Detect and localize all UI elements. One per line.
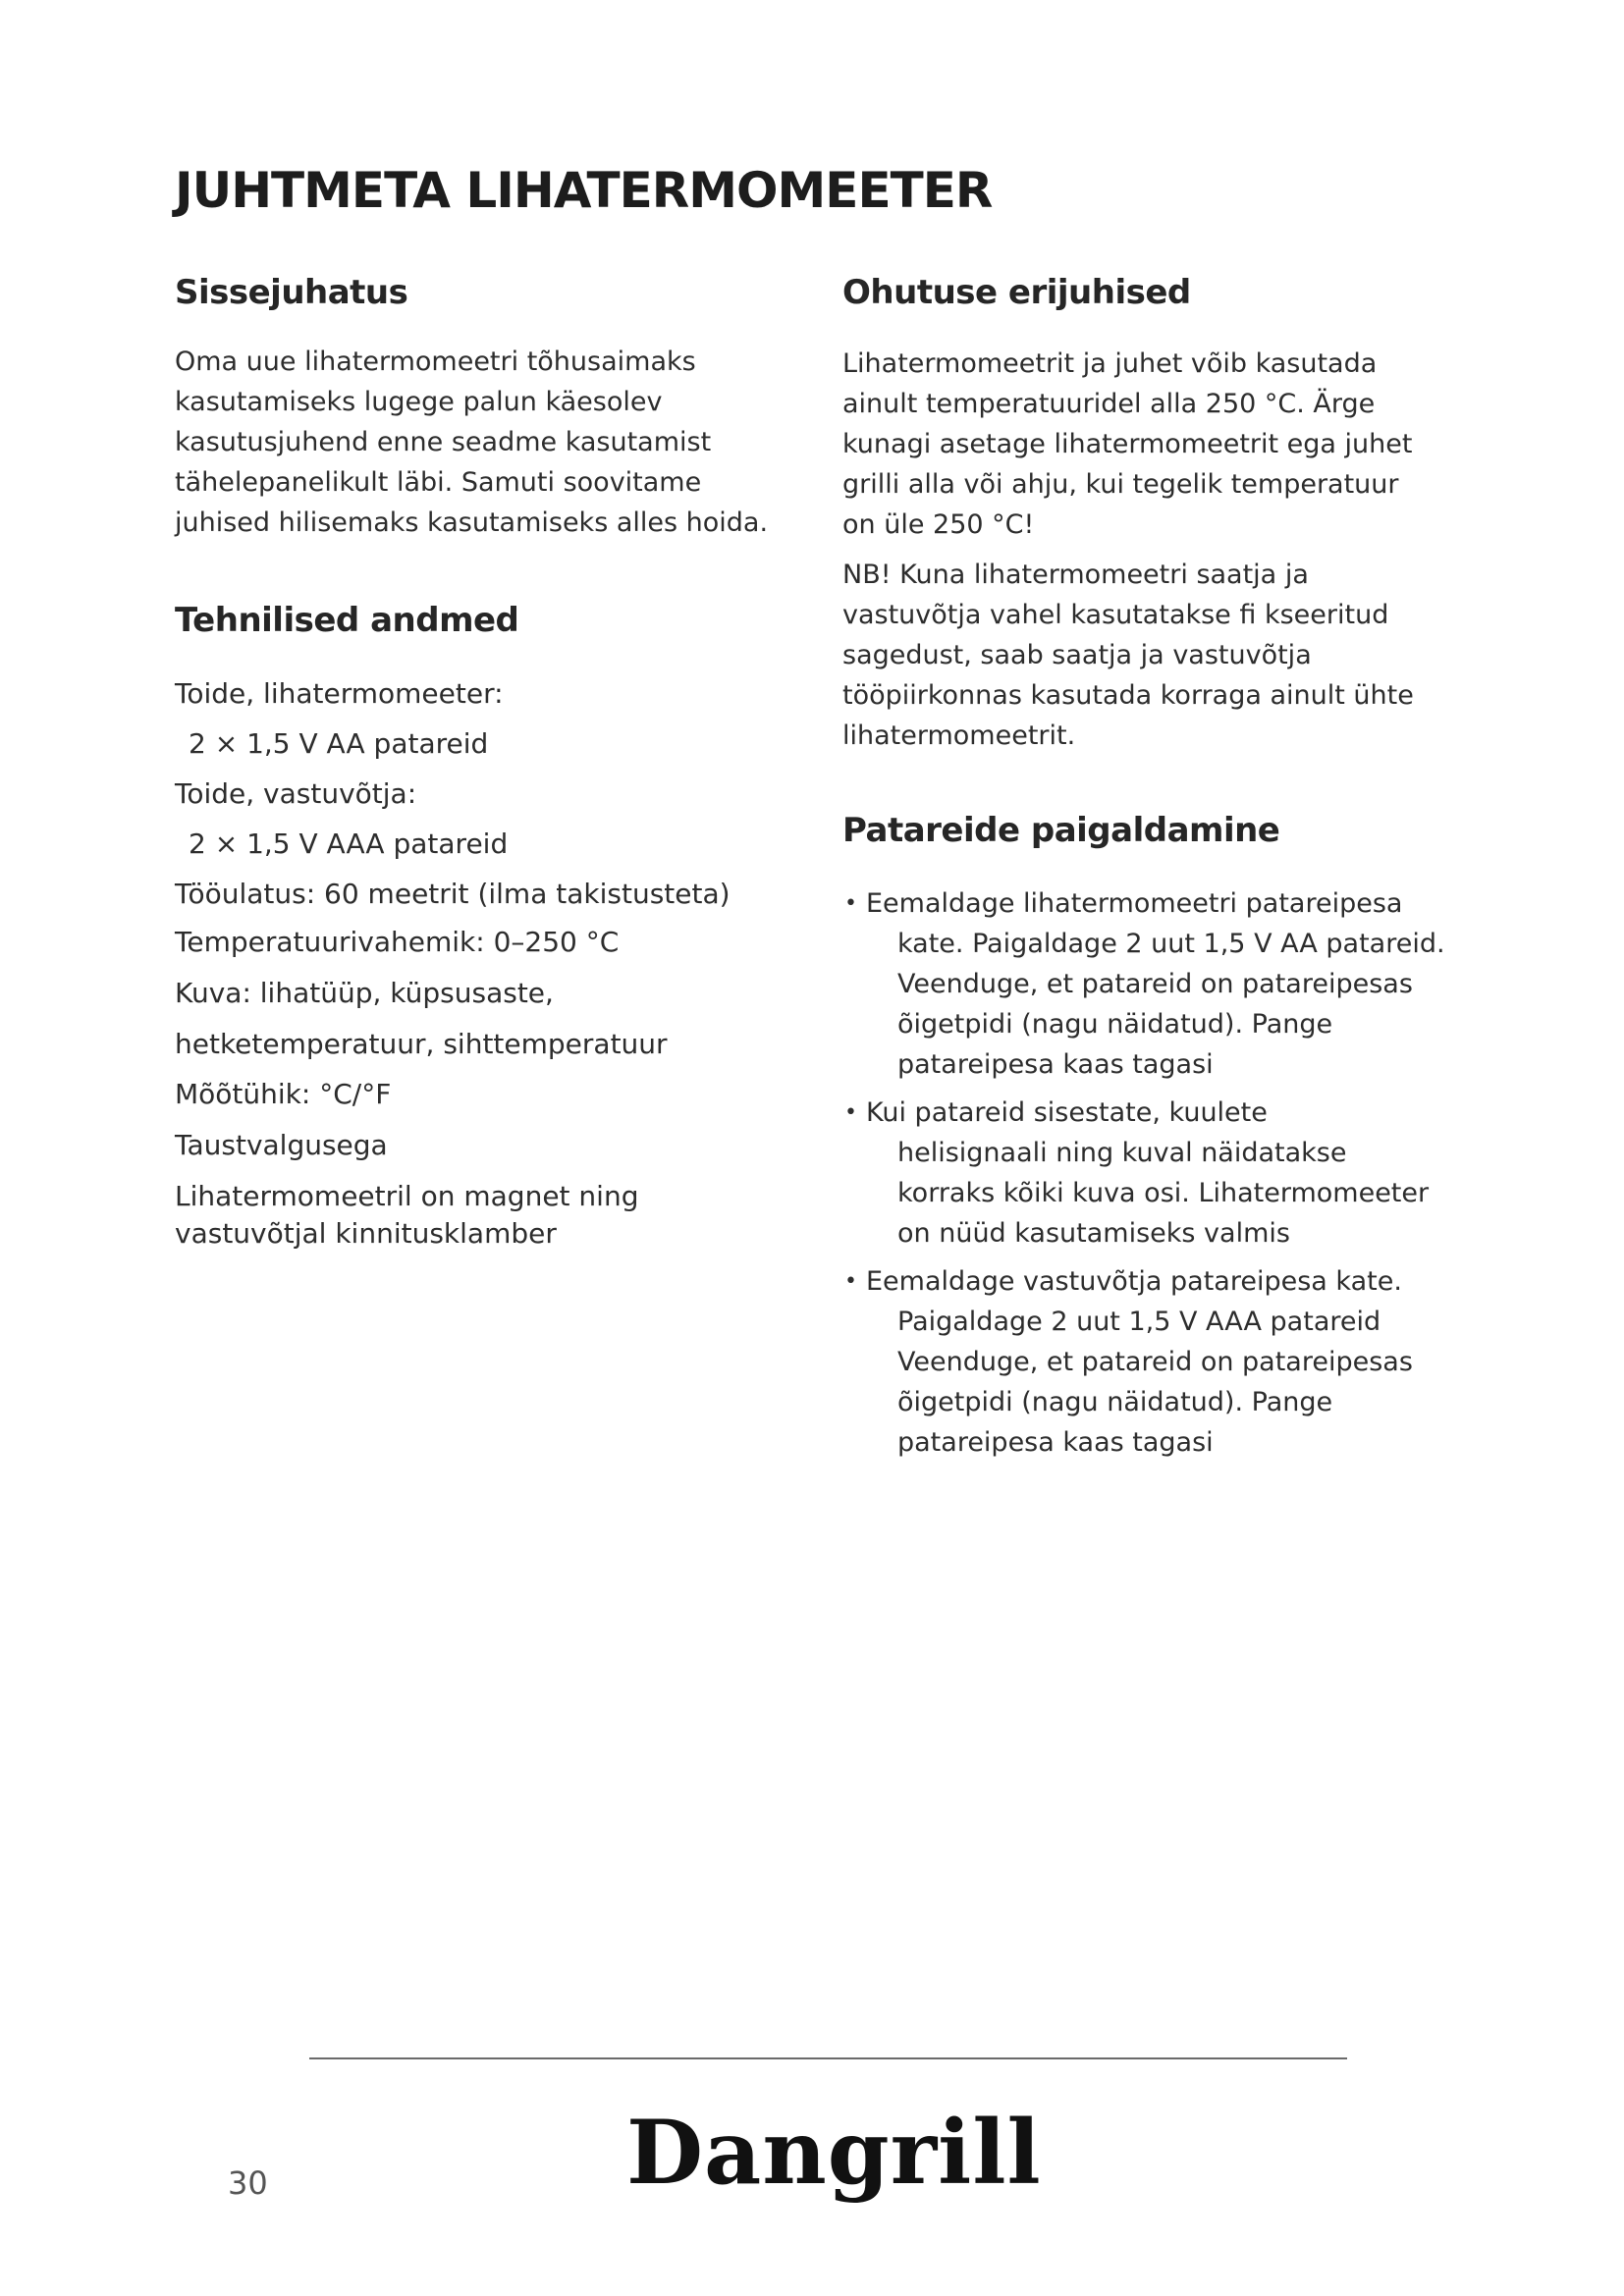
bullet-text: patareipesa kaas tagasi	[897, 1427, 1214, 1458]
intro-line: tähelepanelikult läbi. Samuti soovitame	[175, 467, 702, 498]
safety-line: tööpiirkonnas kasutada korraga ainult ühte	[842, 680, 1414, 711]
safety-line: Lihatermomeetrit ja juhet võib kasutada	[842, 348, 1378, 379]
bullet-icon: •	[844, 1269, 857, 1294]
list-item	[842, 883, 1445, 1085]
spec-unit: Mõõtühik: °C/°F	[175, 1078, 392, 1110]
bullet-text: on nüüd kasutamiseks valmis	[897, 1218, 1290, 1249]
safety-line: sagedust, saab saatja ja vastuvõtja	[842, 640, 1312, 670]
bullet-text: korraks kõiki kuva osi. Lihatermomeeter	[897, 1178, 1430, 1208]
bullet-icon: •	[844, 891, 857, 916]
bullet-text: Kui patareid sisestate, kuulete	[866, 1097, 1268, 1128]
intro-paragraph	[175, 342, 768, 543]
safety-line: kunagi asetage lihatermomeetrit ega juhet	[842, 429, 1413, 459]
spec-power-receiver-label: Toide, vastuvõtja:	[175, 777, 417, 810]
bullet-text: patareipesa kaas tagasi	[897, 1049, 1214, 1080]
bullet-text: õigetpidi (nagu näidatud). Pange	[897, 1387, 1333, 1417]
bullet-icon: •	[844, 1100, 857, 1125]
safety-line: on üle 250 °C!	[842, 509, 1035, 540]
safety-line: grilli alla või ahju, kui tegelik temperatuur	[842, 469, 1399, 500]
safety-heading: Ohutuse erijuhised	[842, 273, 1191, 312]
intro-line: juhised hilisemaks kasutamiseks alles hoida.	[175, 507, 769, 538]
bullet-text: Eemaldage lihatermomeetri patareipesa	[866, 888, 1403, 919]
intro-line: kasutamiseks lugege palun käesolev	[175, 387, 663, 417]
safety-line: lihatermomeetrit.	[842, 721, 1076, 751]
safety-paragraph-1	[842, 344, 1412, 545]
spec-display-line-2: hetketemperatuur, sihttemperatuur	[175, 1028, 668, 1060]
batteries-list	[842, 883, 1445, 1470]
bullet-text: helisignaali ning kuval näidatakse	[897, 1138, 1347, 1168]
safety-line: ainult temperatuuridel alla 250 °C. Ärge	[842, 389, 1376, 419]
intro-line: kasutusjuhend enne seadme kasutamist	[175, 427, 712, 457]
bullet-text: õigetpidi (nagu näidatud). Pange	[897, 1009, 1333, 1040]
footer-divider	[309, 2057, 1347, 2059]
page-number: 30	[228, 2164, 268, 2202]
spec-power-receiver-value: 2 × 1,5 V AAA patareid	[189, 828, 509, 860]
spec-power-thermometer-value: 2 × 1,5 V AA patareid	[189, 727, 489, 760]
safety-paragraph-2	[842, 555, 1414, 756]
spec-backlight: Taustvalgusega	[175, 1129, 388, 1161]
batteries-heading: Patareide paigaldamine	[842, 811, 1280, 850]
page-title: JUHTMETA LIHATERMOMEETER	[175, 162, 993, 219]
list-item	[842, 1093, 1445, 1254]
spec-temperature-range: Temperatuurivahemik: 0–250 °C	[175, 926, 620, 958]
spec-magnet-line-2: vastuvõtjal kinnitusklamber	[175, 1217, 557, 1250]
list-item	[842, 1261, 1445, 1463]
spec-display-line-1: Kuva: lihatüüp, küpsusaste,	[175, 977, 554, 1009]
safety-line: vastuvõtja vahel kasutatakse fi kseeritud	[842, 600, 1389, 630]
spec-range: Tööulatus: 60 meetrit (ilma takistusteta)	[175, 878, 731, 910]
safety-line: NB! Kuna lihatermomeetri saatja ja	[842, 560, 1309, 590]
bullet-text: Eemaldage vastuvõtja patareipesa kate.	[866, 1266, 1402, 1297]
bullet-text: Veenduge, et patareid on patareipesas	[897, 1347, 1413, 1377]
specs-heading: Tehnilised andmed	[175, 601, 519, 640]
bullet-text: kate. Paigaldage 2 uut 1,5 V AA patareid.	[897, 929, 1445, 959]
intro-heading: Sissejuhatus	[175, 273, 408, 312]
brand-logo: Dangrill	[626, 2101, 1042, 2205]
bullet-text: Veenduge, et patareid on patareipesas	[897, 969, 1413, 999]
intro-line: Oma uue lihatermomeetri tõhusaimaks	[175, 347, 696, 377]
bullet-text: Paigaldage 2 uut 1,5 V AAA patareid	[897, 1307, 1381, 1337]
spec-power-thermometer-label: Toide, lihatermomeeter:	[175, 677, 504, 710]
spec-magnet-line-1: Lihatermomeetril on magnet ning	[175, 1180, 639, 1212]
